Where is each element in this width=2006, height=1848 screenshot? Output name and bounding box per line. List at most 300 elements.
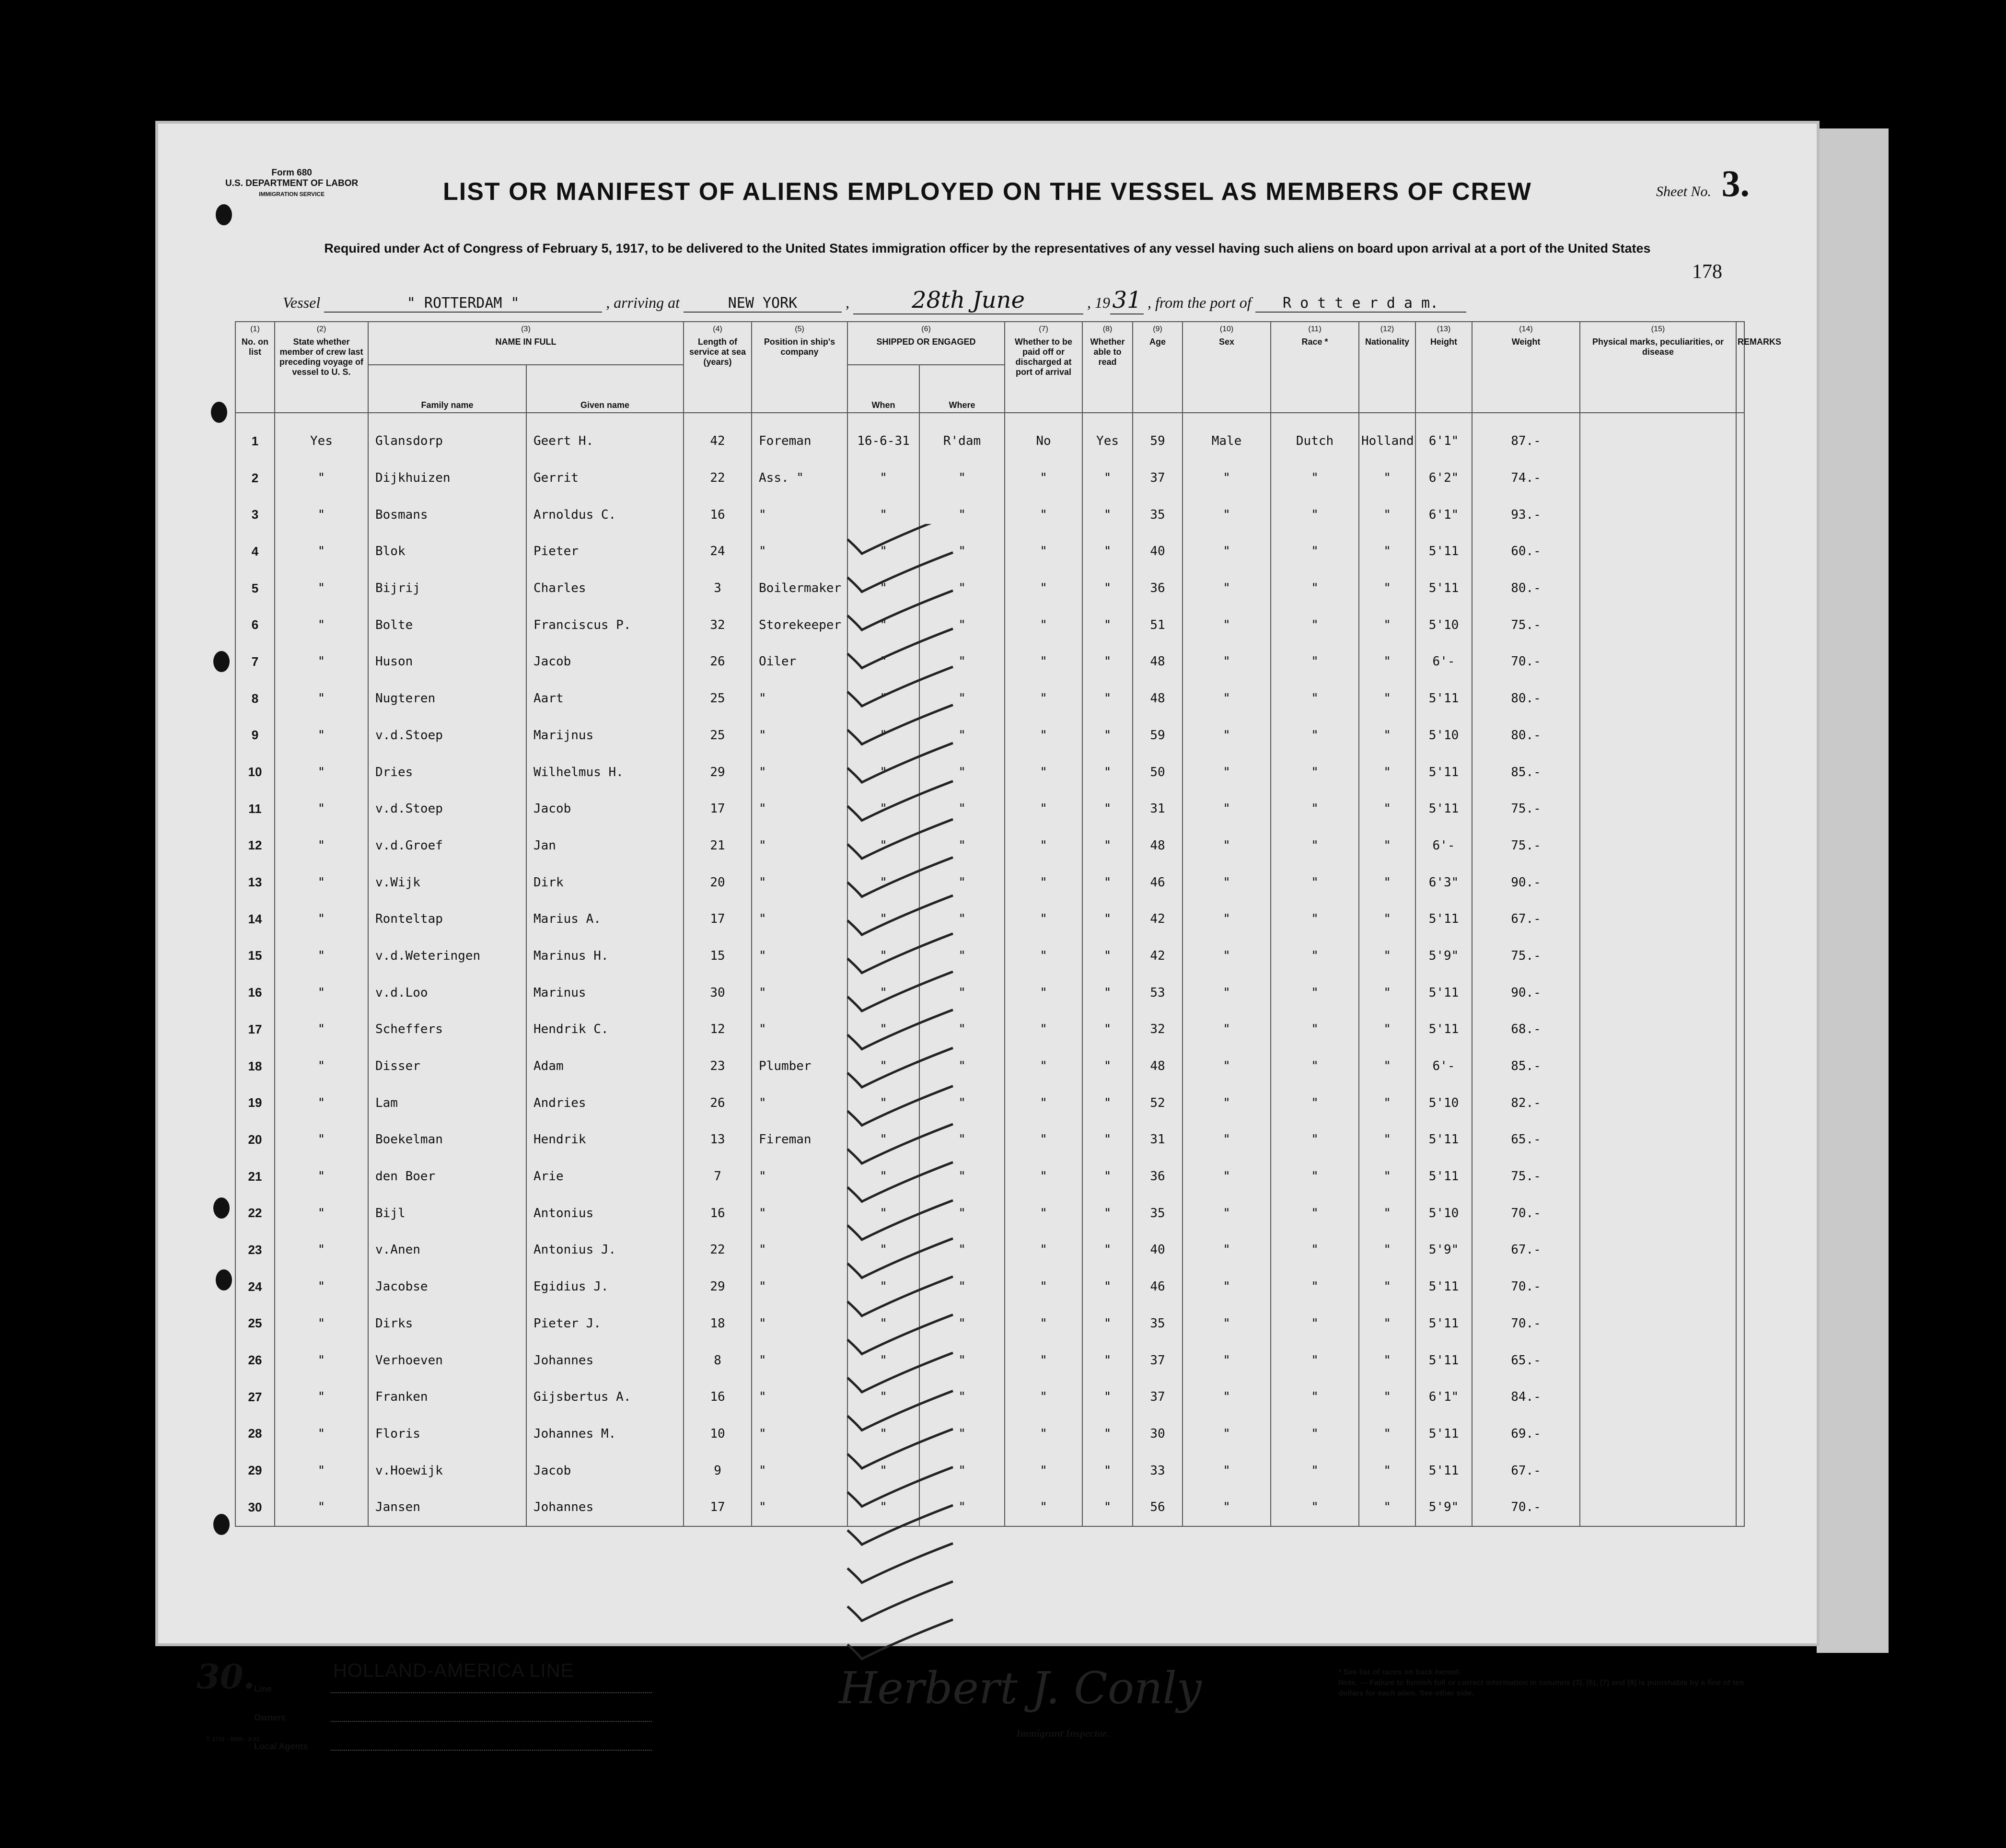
sex-cell: " [1183, 864, 1271, 901]
remarks-cell [1736, 460, 1744, 497]
remarks-cell [1736, 1489, 1744, 1526]
remarks-cell [1736, 1232, 1744, 1268]
paid-off-cell: " [1005, 1011, 1082, 1048]
height-cell: 6'3" [1415, 864, 1472, 901]
physical-marks-cell [1580, 606, 1736, 643]
table-row [235, 1195, 1744, 1232]
physical-marks-cell [1580, 864, 1736, 901]
family-name-cell: Huson [368, 643, 526, 680]
family-name-cell: v.Hoewijk [368, 1452, 526, 1489]
shipped-where-cell: " [919, 496, 1005, 533]
able-to-read-cell: Yes [1082, 413, 1133, 460]
page-subtitle: Required under Act of Congress of February 5, 1917, to be delivered to the United States immigration officer by the representatives of any vessel having such aliens on board upon arrival at a port of the United States [324, 241, 1651, 256]
shipped-where-cell: " [919, 1416, 1005, 1453]
sex-cell: " [1183, 1195, 1271, 1232]
sex-cell: " [1183, 1121, 1271, 1158]
service-years-cell: 20 [684, 864, 752, 901]
remarks-cell [1736, 570, 1744, 607]
given-name-cell: Wilhelmus H. [526, 754, 684, 790]
shipped-when-cell: " [847, 606, 919, 643]
height-cell: 5'11 [1415, 754, 1472, 790]
height-cell: 6'1" [1415, 413, 1472, 460]
service-years-cell: 32 [684, 606, 752, 643]
table-row [235, 864, 1744, 901]
sex-cell: " [1183, 717, 1271, 754]
row-number-cell: 14 [235, 901, 275, 938]
form-number: Form 680 [271, 168, 312, 178]
position-cell: " [752, 1416, 847, 1453]
physical-marks-cell [1580, 1232, 1736, 1268]
race-cell: " [1271, 1084, 1359, 1121]
nationality-cell: " [1359, 1268, 1415, 1305]
shipped-where-cell: " [919, 1305, 1005, 1342]
service-years-cell: 9 [684, 1452, 752, 1489]
row-number-cell: 26 [235, 1342, 275, 1379]
weight-cell: 75.- [1472, 938, 1580, 975]
row-number-cell: 10 [235, 754, 275, 790]
position-cell: " [752, 1158, 847, 1195]
age-cell: 36 [1133, 1158, 1183, 1195]
nationality-cell: " [1359, 1342, 1415, 1379]
sex-cell: " [1183, 754, 1271, 790]
given-name-cell: Charles [526, 570, 684, 607]
age-cell: 53 [1133, 974, 1183, 1011]
nationality-cell: " [1359, 901, 1415, 938]
table-row [235, 1379, 1744, 1416]
shipped-where-cell: " [919, 1489, 1005, 1526]
weight-cell: 80.- [1472, 717, 1580, 754]
table-row [235, 717, 1744, 754]
physical-marks-cell [1580, 754, 1736, 790]
col-header-race: (11) Race * [1271, 322, 1359, 413]
family-name-cell: Lam [368, 1084, 526, 1121]
col-header-previous-voyage: (2) State whether member of crew last preceding voyage of vessel to U. S. [275, 322, 368, 413]
punch-hole [213, 1514, 230, 1535]
family-name-cell: Bosmans [368, 496, 526, 533]
remarks-cell [1736, 1379, 1744, 1416]
family-name-cell: Bolte [368, 606, 526, 643]
penalty-note: Note. — Failure to furnish full or correct information in columns (3), (6), (7) and (8) is punishable by a fine of ten dollars for each alien. See other side. [1338, 1679, 1744, 1697]
family-name-cell: Franken [368, 1379, 526, 1416]
able-to-read-cell: " [1082, 1011, 1133, 1048]
paid-off-cell: " [1005, 864, 1082, 901]
age-cell: 56 [1133, 1489, 1183, 1526]
previous-voyage-cell: " [275, 533, 368, 570]
remarks-cell [1736, 938, 1744, 975]
family-name-cell: v.d.Stoep [368, 717, 526, 754]
family-name-cell: Dijkhuizen [368, 460, 526, 497]
shipped-when-cell: " [847, 1011, 919, 1048]
family-name-cell: Dries [368, 754, 526, 790]
physical-marks-cell [1580, 1268, 1736, 1305]
physical-marks-cell [1580, 1305, 1736, 1342]
table-row [235, 901, 1744, 938]
paid-off-cell: " [1005, 1084, 1082, 1121]
table-row [235, 533, 1744, 570]
able-to-read-cell: " [1082, 496, 1133, 533]
col-header-physical-marks: (15) Physical marks, peculiarities, or disease [1580, 322, 1736, 413]
weight-cell: 70.- [1472, 1268, 1580, 1305]
given-name-cell: Jacob [526, 790, 684, 827]
shipped-where-cell: " [919, 717, 1005, 754]
shipped-when-cell: " [847, 1158, 919, 1195]
able-to-read-cell: " [1082, 790, 1133, 827]
given-name-cell: Pieter J. [526, 1305, 684, 1342]
sex-cell: " [1183, 1342, 1271, 1379]
department-name: U.S. DEPARTMENT OF LABOR [225, 178, 359, 188]
row-number-cell: 19 [235, 1084, 275, 1121]
height-cell: 6'2" [1415, 460, 1472, 497]
race-cell: " [1271, 1305, 1359, 1342]
sex-cell: " [1183, 1158, 1271, 1195]
sheet-number-label: Sheet No. [1656, 184, 1711, 199]
previous-voyage-cell: " [275, 606, 368, 643]
height-cell: 5'11 [1415, 1158, 1472, 1195]
remarks-cell [1736, 717, 1744, 754]
position-cell: " [752, 1452, 847, 1489]
previous-voyage-cell: " [275, 1452, 368, 1489]
service-years-cell: 25 [684, 717, 752, 754]
height-cell: 5'10 [1415, 606, 1472, 643]
shipped-where-cell: " [919, 754, 1005, 790]
paid-off-cell: " [1005, 680, 1082, 717]
race-cell: " [1271, 1379, 1359, 1416]
height-cell: 5'9" [1415, 1232, 1472, 1268]
service-years-cell: 17 [684, 901, 752, 938]
weight-cell: 60.- [1472, 533, 1580, 570]
age-cell: 48 [1133, 680, 1183, 717]
weight-cell: 85.- [1472, 754, 1580, 790]
shipped-when-cell: " [847, 460, 919, 497]
previous-voyage-cell: " [275, 460, 368, 497]
physical-marks-cell [1580, 974, 1736, 1011]
position-cell: Oiler [752, 643, 847, 680]
check-mark [847, 1620, 953, 1659]
able-to-read-cell: " [1082, 1489, 1133, 1526]
sex-cell: " [1183, 533, 1271, 570]
given-name-cell: Franciscus P. [526, 606, 684, 643]
able-to-read-cell: " [1082, 717, 1133, 754]
given-name-cell: Hendrik [526, 1121, 684, 1158]
height-cell: 6'1" [1415, 496, 1472, 533]
previous-voyage-cell: " [275, 1195, 368, 1232]
previous-voyage-cell: " [275, 754, 368, 790]
nationality-cell: " [1359, 938, 1415, 975]
remarks-cell [1736, 533, 1744, 570]
given-name-cell: Marijnus [526, 717, 684, 754]
shipped-when-cell: " [847, 1232, 919, 1268]
weight-cell: 67.- [1472, 1232, 1580, 1268]
given-name-cell: Geert H. [526, 413, 684, 460]
table-header [235, 322, 1782, 413]
nationality-cell: " [1359, 1121, 1415, 1158]
shipped-where-cell: " [919, 680, 1005, 717]
previous-voyage-cell: " [275, 1379, 368, 1416]
age-cell: 48 [1133, 1048, 1183, 1085]
height-cell: 5'11 [1415, 974, 1472, 1011]
race-cell: " [1271, 1268, 1359, 1305]
check-mark [847, 1581, 953, 1621]
family-name-cell: Blok [368, 533, 526, 570]
weight-cell: 85.- [1472, 1048, 1580, 1085]
arriving-label: , arriving at [606, 294, 680, 311]
position-cell: " [752, 1489, 847, 1526]
row-number-cell: 15 [235, 938, 275, 975]
nationality-cell: " [1359, 1158, 1415, 1195]
position-cell: Ass. " [752, 460, 847, 497]
height-cell: 5'11 [1415, 570, 1472, 607]
table-row [235, 1084, 1744, 1121]
shipped-when-cell: " [847, 643, 919, 680]
previous-voyage-cell: " [275, 717, 368, 754]
paid-off-cell: " [1005, 1232, 1082, 1268]
given-name-cell: Aart [526, 680, 684, 717]
sheet-number-value: 3. [1721, 163, 1750, 204]
sex-cell: " [1183, 1232, 1271, 1268]
remarks-cell [1736, 1452, 1744, 1489]
nationality-cell: " [1359, 496, 1415, 533]
previous-voyage-cell: " [275, 1048, 368, 1085]
nationality-cell: " [1359, 643, 1415, 680]
family-name-cell: v.Wijk [368, 864, 526, 901]
weight-cell: 69.- [1472, 1416, 1580, 1453]
line-underline [331, 1692, 652, 1693]
able-to-read-cell: " [1082, 533, 1133, 570]
race-cell: " [1271, 1416, 1359, 1453]
physical-marks-cell [1580, 717, 1736, 754]
previous-voyage-cell: " [275, 1011, 368, 1048]
table-row [235, 1232, 1744, 1268]
position-cell: Storekeeper [752, 606, 847, 643]
race-cell: " [1271, 1011, 1359, 1048]
height-cell: 5'11 [1415, 1452, 1472, 1489]
shipped-when-cell: " [847, 1084, 919, 1121]
race-cell: " [1271, 938, 1359, 975]
race-note: * See list of races on back hereof. [1338, 1668, 1461, 1676]
position-cell: " [752, 1305, 847, 1342]
height-cell: 5'11 [1415, 1342, 1472, 1379]
row-number-cell: 21 [235, 1158, 275, 1195]
weight-cell: 70.- [1472, 1195, 1580, 1232]
family-name-cell: Verhoeven [368, 1342, 526, 1379]
punch-hole [213, 1197, 230, 1219]
crew-rows [235, 413, 1744, 1526]
col-header-age: (9) Age [1133, 322, 1183, 413]
sex-cell: " [1183, 496, 1271, 533]
from-port-label: , from the port of [1147, 294, 1252, 311]
agents-underline [331, 1750, 652, 1751]
previous-voyage-cell: " [275, 1158, 368, 1195]
remarks-cell [1736, 1158, 1744, 1195]
nationality-cell: " [1359, 790, 1415, 827]
remarks-cell [1736, 1342, 1744, 1379]
paid-off-cell: " [1005, 1048, 1082, 1085]
weight-cell: 80.- [1472, 570, 1580, 607]
row-number-cell: 20 [235, 1121, 275, 1158]
remarks-cell [1736, 1416, 1744, 1453]
remarks-cell [1736, 790, 1744, 827]
service-years-cell: 29 [684, 754, 752, 790]
shipped-where-cell: " [919, 643, 1005, 680]
race-cell: " [1271, 1121, 1359, 1158]
physical-marks-cell [1580, 1048, 1736, 1085]
row-number-cell: 23 [235, 1232, 275, 1268]
race-cell: Dutch [1271, 413, 1359, 460]
col-header-remarks: REMARKS [1736, 322, 1744, 413]
family-name-cell: v.d.Loo [368, 974, 526, 1011]
shipped-when-cell: " [847, 827, 919, 864]
remarks-cell [1736, 974, 1744, 1011]
nationality-cell: " [1359, 1416, 1415, 1453]
remarks-cell [1736, 680, 1744, 717]
height-cell: 6'- [1415, 1048, 1472, 1085]
table-row [235, 643, 1744, 680]
given-name-cell: Jacob [526, 643, 684, 680]
race-cell: " [1271, 1452, 1359, 1489]
service-name: IMMIGRATION SERVICE [259, 191, 325, 198]
age-cell: 31 [1133, 1121, 1183, 1158]
table-row [235, 1305, 1744, 1342]
table-row [235, 1342, 1744, 1379]
col-header-name-in-full: (3) NAME IN FULL [368, 322, 684, 365]
table-row [235, 754, 1744, 790]
col-header-shipped-engaged: (6) SHIPPED OR ENGAGED [847, 322, 1005, 365]
race-cell: " [1271, 864, 1359, 901]
given-name-cell: Adam [526, 1048, 684, 1085]
shipped-where-cell: " [919, 1011, 1005, 1048]
previous-voyage-cell: " [275, 1489, 368, 1526]
previous-voyage-cell: " [275, 570, 368, 607]
position-cell: Plumber [752, 1048, 847, 1085]
position-cell: " [752, 1232, 847, 1268]
able-to-read-cell: " [1082, 1452, 1133, 1489]
position-cell: " [752, 1011, 847, 1048]
able-to-read-cell: " [1082, 570, 1133, 607]
service-years-cell: 10 [684, 1416, 752, 1453]
footer-labels [254, 1674, 308, 1761]
race-cell: " [1271, 827, 1359, 864]
sex-cell: " [1183, 1379, 1271, 1416]
nationality-cell: " [1359, 717, 1415, 754]
paid-off-cell: " [1005, 1379, 1082, 1416]
height-cell: 5'11 [1415, 1121, 1472, 1158]
given-name-cell: Gerrit [526, 460, 684, 497]
position-cell: " [752, 533, 847, 570]
physical-marks-cell [1580, 1379, 1736, 1416]
previous-voyage-cell: " [275, 790, 368, 827]
weight-cell: 90.- [1472, 974, 1580, 1011]
shipped-when-cell: " [847, 754, 919, 790]
given-name-cell: Arnoldus C. [526, 496, 684, 533]
remarks-cell [1736, 1305, 1744, 1342]
race-cell: " [1271, 1158, 1359, 1195]
able-to-read-cell: " [1082, 680, 1133, 717]
row-number-cell: 8 [235, 680, 275, 717]
row-number-cell: 4 [235, 533, 275, 570]
shipped-where-cell: " [919, 827, 1005, 864]
service-years-cell: 42 [684, 413, 752, 460]
position-cell: " [752, 974, 847, 1011]
line-label: Line [254, 1684, 272, 1694]
position-cell: " [752, 1342, 847, 1379]
given-name-cell: Arie [526, 1158, 684, 1195]
height-cell: 5'11 [1415, 1011, 1472, 1048]
vessel-name: " ROTTERDAM " [324, 295, 602, 313]
physical-marks-cell [1580, 1452, 1736, 1489]
table-row [235, 460, 1744, 497]
sex-cell: " [1183, 1011, 1271, 1048]
col-header-nationality: (12) Nationality [1359, 322, 1415, 413]
nationality-cell: Holland [1359, 413, 1415, 460]
col-header-service-length: (4) Length of service at sea (years) [684, 322, 752, 413]
family-name-cell: Disser [368, 1048, 526, 1085]
able-to-read-cell: " [1082, 1158, 1133, 1195]
table-row [235, 680, 1744, 717]
sex-cell: " [1183, 1305, 1271, 1342]
remarks-cell [1736, 606, 1744, 643]
shipped-when-cell: 16-6-31 [847, 413, 919, 460]
row-number-cell: 2 [235, 460, 275, 497]
age-cell: 35 [1133, 496, 1183, 533]
weight-cell: 80.- [1472, 680, 1580, 717]
service-years-cell: 26 [684, 1084, 752, 1121]
given-name-cell: Gijsbertus A. [526, 1379, 684, 1416]
weight-cell: 84.- [1472, 1379, 1580, 1416]
row-number-cell: 5 [235, 570, 275, 607]
shipping-line-name: HOLLAND-AMERICA LINE [333, 1660, 574, 1681]
row-number-cell: 13 [235, 864, 275, 901]
form-print-code: T. 3731 - 5000 - 3-31. [206, 1736, 261, 1743]
physical-marks-cell [1580, 1011, 1736, 1048]
race-cell: " [1271, 570, 1359, 607]
age-cell: 37 [1133, 1342, 1183, 1379]
row-number-cell: 11 [235, 790, 275, 827]
shipped-where-cell: " [919, 974, 1005, 1011]
shipped-when-cell: " [847, 1048, 919, 1085]
height-cell: 5'11 [1415, 1416, 1472, 1453]
age-cell: 59 [1133, 413, 1183, 460]
able-to-read-cell: " [1082, 1342, 1133, 1379]
race-cell: " [1271, 754, 1359, 790]
row-number-cell: 9 [235, 717, 275, 754]
given-name-cell: Johannes M. [526, 1416, 684, 1453]
col-header-height: (13) Height [1415, 322, 1472, 413]
shipped-when-cell: " [847, 533, 919, 570]
row-number-cell: 1 [235, 413, 275, 460]
remarks-cell [1736, 1011, 1744, 1048]
height-cell: 6'- [1415, 643, 1472, 680]
physical-marks-cell [1580, 570, 1736, 607]
paid-off-cell: " [1005, 1195, 1082, 1232]
height-cell: 5'11 [1415, 680, 1472, 717]
shipped-where-cell: " [919, 1379, 1005, 1416]
shipped-when-cell: " [847, 901, 919, 938]
sex-cell: " [1183, 1048, 1271, 1085]
nationality-cell: " [1359, 1084, 1415, 1121]
race-cell: " [1271, 974, 1359, 1011]
shipped-when-cell: " [847, 496, 919, 533]
given-name-cell: Johannes [526, 1342, 684, 1379]
height-cell: 5'11 [1415, 1268, 1472, 1305]
shipped-when-cell: " [847, 1268, 919, 1305]
remarks-cell [1736, 1121, 1744, 1158]
age-cell: 50 [1133, 754, 1183, 790]
previous-voyage-cell: " [275, 1268, 368, 1305]
paid-off-cell: " [1005, 496, 1082, 533]
given-name-cell: Johannes [526, 1489, 684, 1526]
shipped-where-cell: " [919, 1342, 1005, 1379]
age-cell: 52 [1133, 1084, 1183, 1121]
